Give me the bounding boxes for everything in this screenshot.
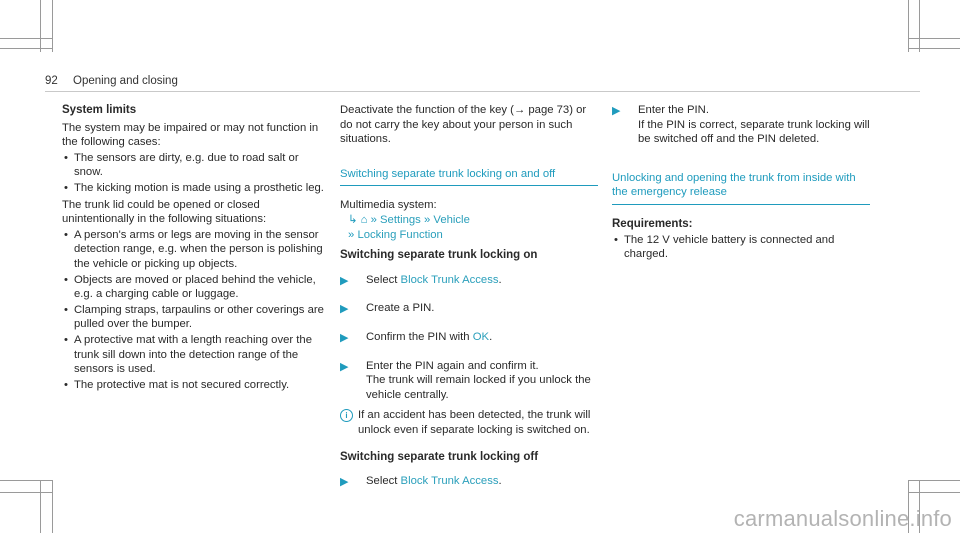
home-icon: ⌂ xyxy=(360,213,368,226)
block-trunk-access-link: Block Trunk Access xyxy=(400,475,499,488)
column-right xyxy=(612,103,870,262)
step-text: . xyxy=(489,330,493,343)
list-item: • The sensors are dirty, e.g. due to road salt or snow. xyxy=(62,151,324,180)
chevron-right-icon: » xyxy=(348,228,355,241)
step-enter-again xyxy=(340,359,598,403)
unintended-intro: The trunk lid could be opened or closed unintentionally in the following situations: xyxy=(62,198,267,226)
watermark: carmanualsonline.info xyxy=(733,506,952,532)
impaired-list xyxy=(62,151,324,196)
list-item: • The protective mat is not secured correctly. xyxy=(62,378,324,393)
chapter-title: Opening and closing xyxy=(73,75,178,87)
impaired-intro: The system may be impaired or may not function in the following cases: xyxy=(62,121,319,149)
crop-mark xyxy=(40,480,41,533)
crop-mark xyxy=(0,48,52,49)
header-rule xyxy=(45,91,920,92)
crop-mark xyxy=(0,38,52,39)
list-item: • A person's arms or legs are moving in the sensor detection range, e.g. when the person is polishing the vehicle or picking up objects. xyxy=(62,228,324,272)
crop-mark xyxy=(908,492,960,493)
step-arrow-icon: ▶ xyxy=(340,360,349,373)
step-select-off xyxy=(340,474,598,489)
step-enter-pin xyxy=(612,103,870,147)
list-item: • A protective mat with a length reaching over the trunk sill down into the detection range of the sensors is used. xyxy=(62,333,324,377)
block-trunk-access-link: Block Trunk Access xyxy=(400,273,499,286)
step-text: Create a PIN. xyxy=(366,302,435,315)
crop-mark xyxy=(52,0,53,52)
step-detail: The trunk will remain locked if you unlock the vehicle centrally. xyxy=(366,374,591,401)
list-item: • Clamping straps, tarpaulins or other coverings are pulled over the bumper. xyxy=(62,303,324,332)
on-heading: Switching separate trunk locking on xyxy=(340,249,538,262)
step-text: . xyxy=(498,475,502,488)
menu-path xyxy=(340,213,598,242)
step-arrow-icon: ▶ xyxy=(340,476,349,489)
step-text: Select xyxy=(366,273,401,286)
page-header xyxy=(45,74,178,89)
requirements-list xyxy=(612,233,870,262)
step-text: Confirm the PIN with xyxy=(366,330,473,343)
ok-link: OK xyxy=(472,330,490,343)
column-left xyxy=(62,103,324,392)
step-confirm-pin xyxy=(340,330,598,345)
crop-mark xyxy=(919,0,920,52)
note-text: If an accident has been detected, the trunk will unlock even if separate locking is switched on. xyxy=(358,409,591,436)
section-heading-separate-locking: Switching separate trunk locking on and off xyxy=(340,167,598,187)
list-item: • Objects are moved or placed behind the vehicle, e.g. a charging cable or luggage. xyxy=(62,273,324,302)
requirements-heading: Requirements: xyxy=(612,217,693,230)
crop-mark xyxy=(908,48,960,49)
step-select xyxy=(340,273,598,288)
step-text: Enter the PIN again and confirm it. xyxy=(366,359,539,372)
multimedia-label: Multimedia system: xyxy=(340,199,437,212)
list-item: • The kicking motion is made using a prosthetic leg. xyxy=(62,181,324,196)
step-detail: If the PIN is correct, separate trunk locking will be switched off and the PIN deleted. xyxy=(638,118,870,146)
step-text: Enter the PIN. xyxy=(638,104,709,116)
step-text: . xyxy=(498,273,502,286)
path-arrow-icon: ↳ xyxy=(348,213,358,226)
step-create-pin xyxy=(340,301,598,316)
crop-mark xyxy=(40,0,41,52)
info-icon: i xyxy=(340,409,353,422)
path-vehicle: Vehicle xyxy=(433,213,470,226)
column-middle xyxy=(340,103,598,503)
system-limits-heading: System limits xyxy=(62,104,137,116)
crop-mark xyxy=(908,480,960,481)
page-number: 92 xyxy=(45,75,58,87)
section-heading-emergency-release: Unlocking and opening the trunk from inside with the emergency release xyxy=(612,171,870,205)
step-text: Select xyxy=(366,475,401,488)
unintended-list xyxy=(62,228,324,393)
crop-mark xyxy=(0,480,52,481)
chevron-right-icon: » xyxy=(423,213,431,226)
chevron-right-icon: » xyxy=(370,213,377,226)
list-item: • The 12 V vehicle battery is connected and charged. xyxy=(612,233,870,262)
path-settings: Settings xyxy=(380,213,421,226)
accident-note xyxy=(340,408,598,437)
crop-mark xyxy=(908,38,960,39)
off-heading: Switching separate trunk locking off xyxy=(340,450,539,463)
step-arrow-icon: ▶ xyxy=(340,331,349,344)
deactivate-text: Deactivate the function of the key (→ page 73) or do not carry the key about your person in such situations. xyxy=(340,104,587,146)
step-arrow-icon: ▶ xyxy=(340,303,349,316)
crop-mark xyxy=(0,492,52,493)
crop-mark xyxy=(52,480,53,533)
step-arrow-icon: ▶ xyxy=(612,105,621,117)
path-locking-function: Locking Function xyxy=(357,228,443,241)
crop-mark xyxy=(908,0,909,52)
step-arrow-icon: ▶ xyxy=(340,274,349,287)
